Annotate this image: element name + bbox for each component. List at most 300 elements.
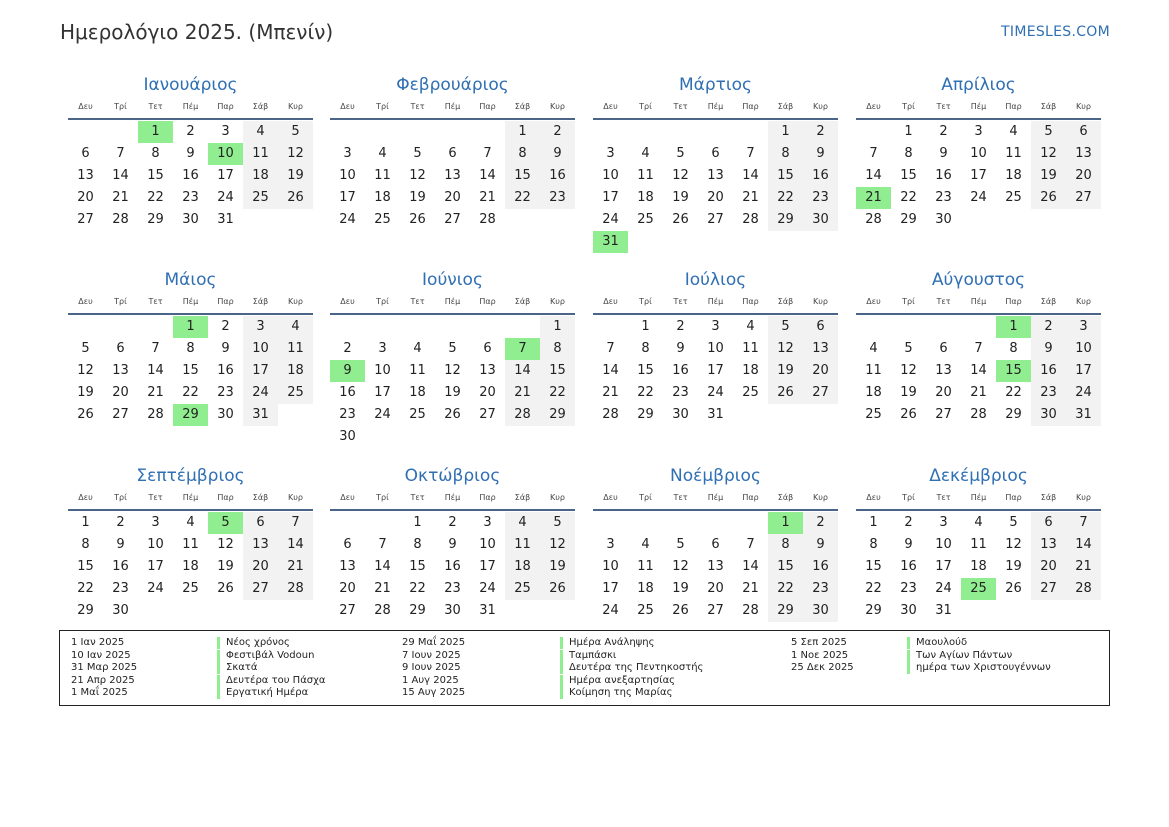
day-cell: 27 [444,212,461,227]
site-link[interactable]: TIMESLES.COM [1001,24,1110,40]
day-cell: 24 [243,382,278,404]
day-cell: 29 [900,212,917,227]
weekday-label: Δευ [340,493,355,502]
day-cell: 21 [602,385,619,400]
day-cell: 18 [374,190,391,205]
day-cell: 27 [935,407,952,422]
holiday-day-cell: 1 [996,316,1031,338]
day-cell: 31 [935,603,952,618]
day-cell: 18 [970,559,987,574]
day-cell: 19 [1031,165,1066,187]
legend-date: 1 Ιαν 2025 [71,637,125,648]
day-cell: 2 [343,341,352,356]
weekday-label: Τετ [148,297,163,306]
weekday-header [856,101,1101,113]
legend-date: 1 Νοε 2025 [791,649,849,661]
weekday-label: Τρί [639,297,652,306]
day-cell: 20 [707,190,724,205]
day-cell: 29 [768,600,803,622]
weekday-label: Δευ [340,102,355,111]
header-rule [856,313,1101,315]
day-cell: 22 [77,581,94,596]
day-cell: 18 [182,559,199,574]
day-cell: 23 [112,581,129,596]
day-cell: 27 [803,382,838,404]
day-cell: 29 [768,209,803,231]
month-name: Ιούνιος [422,270,483,290]
day-cell: 12 [409,168,426,183]
month-4 [856,75,1101,255]
day-cell: 23 [935,190,952,205]
day-cell: 15 [182,363,199,378]
day-cell: 8 [186,341,195,356]
day-cell: 15 [540,360,575,382]
day-cell: 5 [768,316,803,338]
weekday-label: Τρί [376,493,389,502]
day-cell: 21 [1066,556,1101,578]
day-cell: 5 [81,341,90,356]
day-cell: 19 [278,165,313,187]
day-cell: 22 [1005,385,1022,400]
holiday-day-cell: 29 [173,404,208,426]
weekday-label: Πέμ [182,493,199,502]
day-cell: 4 [641,146,650,161]
day-cell: 7 [278,512,313,534]
holiday-day-cell: 1 [768,512,803,534]
day-cell: 17 [602,581,619,596]
day-cell: 7 [869,146,878,161]
day-cell: 8 [151,146,160,161]
day-cell: 26 [409,212,426,227]
day-cell: 17 [707,363,724,378]
day-cell: 2 [676,319,685,334]
legend-holiday-name: Ημέρα ανεξαρτησίας [560,675,675,687]
weekday-label: Παρ [217,493,234,502]
day-cell: 18 [505,556,540,578]
day-cell: 5 [1009,515,1018,530]
day-cell: 8 [768,534,803,556]
day-cell: 3 [974,124,983,139]
day-cell: 30 [339,429,356,444]
month-name: Οκτώβριος [404,466,501,486]
day-cell: 26 [1031,187,1066,209]
day-cell: 21 [505,382,540,404]
weekday-label: Κυρ [1076,297,1091,306]
legend-holiday-name: Εργατική Ημέρα [217,687,308,699]
holiday-day-cell: 10 [208,143,243,165]
day-cell: 19 [900,385,917,400]
weekday-label: Κυρ [288,102,303,111]
holiday-day-cell: 1 [138,121,173,143]
day-cell: 23 [900,581,917,596]
weekday-label: Τρί [902,493,915,502]
day-cell: 8 [413,537,422,552]
day-cell: 10 [1066,338,1101,360]
day-cell: 16 [444,559,461,574]
day-cell: 13 [479,363,496,378]
day-cell: 4 [278,316,313,338]
day-cell: 23 [540,187,575,209]
day-cell: 22 [409,581,426,596]
weekday-header [68,296,313,308]
weekday-label: Παρ [742,493,759,502]
weekday-label: Πέμ [444,493,461,502]
day-cell: 9 [676,341,685,356]
weekday-label: Τρί [114,102,127,111]
weekday-label: Κυρ [288,493,303,502]
day-cell: 12 [217,537,234,552]
day-cell: 2 [186,124,195,139]
day-cell: 4 [1009,124,1018,139]
day-cell: 6 [483,341,492,356]
day-cell: 30 [444,603,461,618]
header-rule [856,118,1101,120]
day-cell: 11 [742,341,759,356]
day-cell: 25 [505,578,540,600]
weekday-label: Δευ [866,297,881,306]
day-cell: 1 [540,316,575,338]
weekday-label: Σάβ [777,493,794,502]
day-cell: 31 [243,404,278,426]
weekday-label: Τετ [148,493,163,502]
day-cell: 29 [409,603,426,618]
day-cell: 20 [1066,165,1101,187]
weekday-header [68,492,313,504]
day-cell: 18 [637,581,654,596]
day-cell: 5 [904,341,913,356]
legend-holiday-name: Κοίμηση της Μαρίας [560,687,672,699]
weekday-label: Κυρ [813,493,828,502]
day-cell: 2 [939,124,948,139]
day-cell: 3 [243,316,278,338]
day-cell: 6 [803,316,838,338]
weekday-label: Κυρ [1076,102,1091,111]
weekday-label: Πέμ [970,297,987,306]
weekday-label: Τρί [902,102,915,111]
day-cell: 14 [865,168,882,183]
day-cell: 6 [81,146,90,161]
day-cell: 21 [479,190,496,205]
day-cell: 15 [505,165,540,187]
month-3 [593,75,838,255]
day-cell: 16 [540,165,575,187]
day-cell: 15 [637,363,654,378]
day-cell: 11 [243,143,278,165]
day-cell: 27 [1031,578,1066,600]
day-cell: 31 [1066,404,1101,426]
month-7 [593,270,838,450]
day-cell: 7 [116,146,125,161]
day-cell: 26 [900,407,917,422]
weekday-label: Κυρ [550,493,565,502]
day-cell: 30 [803,209,838,231]
day-cell: 19 [672,581,689,596]
header-rule [68,313,313,315]
day-cell: 30 [803,600,838,622]
day-cell: 16 [803,165,838,187]
day-cell: 21 [970,385,987,400]
weekday-label: Παρ [479,102,496,111]
day-cell: 17 [935,559,952,574]
day-cell: 12 [900,363,917,378]
day-cell: 16 [803,556,838,578]
day-cell: 27 [707,603,724,618]
day-cell: 19 [1005,559,1022,574]
day-cell: 12 [672,559,689,574]
day-cell: 13 [707,559,724,574]
day-cell: 28 [602,407,619,422]
day-cell: 13 [707,168,724,183]
day-cell: 4 [974,515,983,530]
weekday-label: Τετ [936,102,951,111]
day-cell: 11 [637,168,654,183]
day-cell: 29 [77,603,94,618]
day-cell: 8 [1009,341,1018,356]
weekday-label: Κυρ [813,102,828,111]
day-cell: 7 [1066,512,1101,534]
weekday-label: Τρί [114,297,127,306]
weekday-label: Σάβ [777,102,794,111]
day-cell: 16 [182,168,199,183]
weekday-label: Κυρ [1076,493,1091,502]
weekday-label: Σάβ [252,102,269,111]
day-cell: 26 [444,407,461,422]
month-name: Ιούλιος [684,270,747,290]
day-cell: 7 [151,341,160,356]
day-cell: 14 [742,559,759,574]
month-name: Μάρτιος [678,75,753,95]
day-cell: 25 [637,603,654,618]
day-cell: 14 [602,363,619,378]
day-cell: 27 [77,212,94,227]
legend-holiday-name: ημέρα των Χριστουγέννων [907,662,1051,674]
day-cell: 25 [409,407,426,422]
day-cell: 19 [540,556,575,578]
weekday-label: Παρ [217,102,234,111]
day-cell: 3 [606,146,615,161]
day-cell: 29 [540,404,575,426]
day-cell: 18 [742,363,759,378]
weekday-label: Παρ [1005,102,1022,111]
day-cell: 5 [278,121,313,143]
weekday-label: Σάβ [252,297,269,306]
holiday-day-cell: 25 [961,578,996,600]
day-cell: 21 [374,581,391,596]
day-cell: 28 [742,603,759,618]
day-cell: 17 [339,190,356,205]
month-name: Φεβρουάριος [396,75,509,95]
day-cell: 3 [606,537,615,552]
day-cell: 4 [869,341,878,356]
weekday-label: Παρ [742,102,759,111]
month-name: Δεκέμβριος [929,466,1028,486]
month-11 [593,466,838,646]
day-cell: 31 [217,212,234,227]
day-cell: 20 [243,556,278,578]
day-cell: 6 [448,146,457,161]
day-cell: 9 [803,143,838,165]
day-cell: 2 [803,512,838,534]
day-cell: 22 [182,385,199,400]
day-cell: 10 [479,537,496,552]
day-cell: 1 [81,515,90,530]
day-cell: 10 [147,537,164,552]
weekday-label: Δευ [603,297,618,306]
month-8 [856,270,1101,450]
day-cell: 17 [147,559,164,574]
day-cell: 6 [1031,512,1066,534]
weekday-label: Κυρ [550,102,565,111]
day-cell: 18 [278,360,313,382]
holiday-day-cell: 21 [856,187,891,209]
weekday-label: Τετ [673,102,688,111]
day-cell: 4 [641,537,650,552]
day-cell: 23 [672,385,689,400]
weekday-label: Δευ [603,493,618,502]
day-cell: 7 [378,537,387,552]
day-cell: 4 [186,515,195,530]
day-cell: 15 [77,559,94,574]
day-cell: 13 [1031,534,1066,556]
day-cell: 3 [221,124,230,139]
day-cell: 15 [900,168,917,183]
day-cell: 29 [865,603,882,618]
month-12 [856,466,1101,646]
day-cell: 24 [147,581,164,596]
day-cell: 8 [81,537,90,552]
legend-holiday-name: Ταμπάσκι [560,650,616,662]
weekday-label: Δευ [78,493,93,502]
day-cell: 3 [711,319,720,334]
day-cell: 4 [243,121,278,143]
day-cell: 8 [505,143,540,165]
day-cell: 15 [865,559,882,574]
day-cell: 2 [448,515,457,530]
day-cell: 10 [970,146,987,161]
day-cell: 23 [1031,382,1066,404]
weekday-header [330,492,575,504]
day-cell: 24 [707,385,724,400]
day-cell: 25 [182,581,199,596]
day-cell: 6 [1066,121,1101,143]
legend-holiday-name: Ημέρα Ανάληψης [560,637,654,649]
day-cell: 11 [865,363,882,378]
day-cell: 13 [339,559,356,574]
day-cell: 25 [742,385,759,400]
weekday-label: Σάβ [1040,102,1057,111]
day-cell: 28 [865,212,882,227]
day-cell: 26 [768,382,803,404]
day-cell: 18 [409,385,426,400]
day-cell: 16 [900,559,917,574]
day-cell: 9 [116,537,125,552]
day-cell: 13 [243,534,278,556]
weekday-label: Πέμ [707,493,724,502]
day-cell: 2 [221,319,230,334]
day-cell: 11 [970,537,987,552]
weekday-label: Δευ [78,102,93,111]
weekday-label: Πέμ [970,493,987,502]
day-cell: 10 [707,341,724,356]
day-cell: 7 [746,537,755,552]
day-cell: 5 [676,146,685,161]
header-rule [593,118,838,120]
weekday-label: Σάβ [1040,297,1057,306]
day-cell: 27 [112,407,129,422]
holiday-day-cell: 9 [330,360,365,382]
day-cell: 31 [707,407,724,422]
day-cell: 28 [479,212,496,227]
weekday-header [593,492,838,504]
day-cell: 8 [869,537,878,552]
weekday-label: Παρ [1005,297,1022,306]
day-cell: 15 [768,556,803,578]
day-cell: 21 [147,385,164,400]
month-name: Νοέμβριος [670,466,761,486]
day-cell: 23 [803,187,838,209]
day-cell: 28 [112,212,129,227]
day-cell: 3 [483,515,492,530]
month-name: Ιανουάριος [143,75,238,95]
day-cell: 22 [540,382,575,404]
day-cell: 29 [1005,407,1022,422]
day-cell: 19 [409,190,426,205]
day-cell: 30 [900,603,917,618]
day-cell: 23 [339,407,356,422]
day-cell: 30 [935,212,952,227]
day-cell: 28 [1066,578,1101,600]
day-cell: 25 [278,382,313,404]
holiday-legend [59,630,1110,706]
day-cell: 19 [77,385,94,400]
legend-holiday-name: Δευτέρα της Πεντηκοστής [560,662,703,674]
day-cell: 20 [444,190,461,205]
day-cell: 16 [217,363,234,378]
day-cell: 18 [243,165,278,187]
weekday-label: Δευ [603,102,618,111]
weekday-header [593,101,838,113]
weekday-label: Πέμ [182,297,199,306]
day-cell: 2 [904,515,913,530]
day-cell: 25 [374,212,391,227]
weekday-label: Παρ [217,297,234,306]
weekday-label: Κυρ [288,297,303,306]
day-cell: 8 [904,146,913,161]
weekday-label: Δευ [866,102,881,111]
legend-date: 5 Σεπ 2025 [791,637,847,648]
legend-date: 7 Ιουν 2025 [402,649,461,661]
day-cell: 25 [243,187,278,209]
day-cell: 6 [243,512,278,534]
day-cell: 5 [676,537,685,552]
day-cell: 13 [803,338,838,360]
day-cell: 15 [147,168,164,183]
weekday-label: Τετ [410,493,425,502]
day-cell: 14 [278,534,313,556]
day-cell: 8 [641,341,650,356]
legend-date: 10 Ιαν 2025 [71,649,131,661]
day-cell: 12 [77,363,94,378]
day-cell: 26 [77,407,94,422]
legend-date: 25 Δεκ 2025 [791,662,854,673]
day-cell: 5 [1031,121,1066,143]
day-cell: 19 [768,360,803,382]
day-cell: 23 [217,385,234,400]
day-cell: 1 [505,121,540,143]
day-cell: 14 [505,360,540,382]
day-cell: 14 [970,363,987,378]
day-cell: 22 [505,187,540,209]
